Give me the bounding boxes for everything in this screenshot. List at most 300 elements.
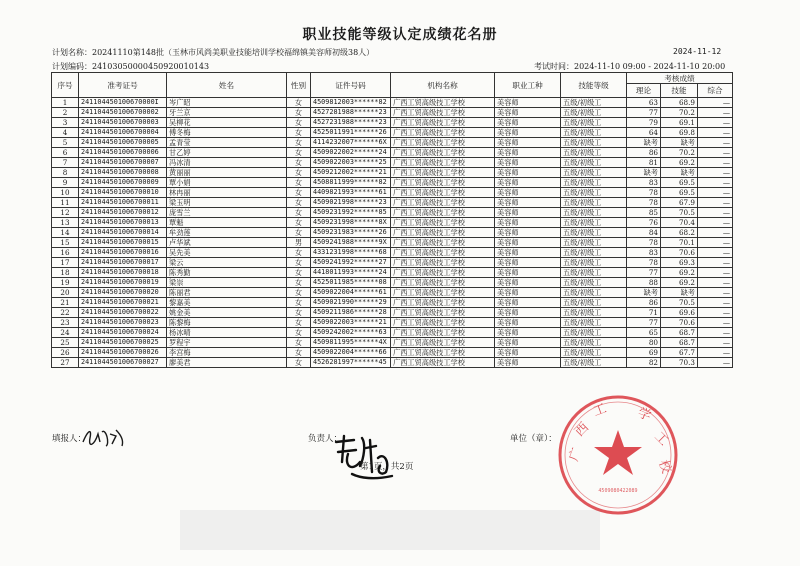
- cell-theory: 84: [627, 228, 661, 238]
- header-skill: 技能: [661, 84, 698, 98]
- table-row: [52, 358, 733, 368]
- cell-level: 五级/初级工: [561, 338, 627, 348]
- cell-job: 美容师: [495, 148, 561, 158]
- score-table: [51, 72, 733, 368]
- cell-skill: 70.2: [661, 148, 698, 158]
- header-gender: 性别: [287, 73, 311, 98]
- exam-time-line: [534, 61, 725, 72]
- cell-job: 美容师: [495, 158, 561, 168]
- cell-level: 五级/初级工: [561, 238, 627, 248]
- cell-ticket: 2411044501006700003: [79, 118, 167, 128]
- table-row: [52, 108, 733, 118]
- cell-org: 广西工贸高级技工学校: [391, 228, 495, 238]
- cell-id: 4509021990******29: [311, 298, 391, 308]
- cell-ticket: 2411044501006700012: [79, 208, 167, 218]
- cell-skill: 68.9: [661, 98, 698, 108]
- cell-seq: 7: [52, 158, 79, 168]
- cell-name: 陈丽君: [167, 288, 287, 298]
- official-seal-stamp: [555, 392, 681, 518]
- cell-name: 罗程宇: [167, 338, 287, 348]
- cell-job: 美容师: [495, 328, 561, 338]
- table-row: [52, 158, 733, 168]
- cell-gender: 女: [287, 328, 311, 338]
- header-level: 技能等级: [561, 73, 627, 98]
- table-row: [52, 228, 733, 238]
- svg-text:广: 广: [566, 446, 586, 464]
- cell-level: 五级/初级工: [561, 328, 627, 338]
- leader-label: 负责人：: [308, 434, 343, 444]
- cell-theory: 78: [627, 238, 661, 248]
- cell-theory: 86: [627, 298, 661, 308]
- cell-job: 美容师: [495, 188, 561, 198]
- cell-ticket: 2411044501006700013: [79, 218, 167, 228]
- cell-seq: 5: [52, 138, 79, 148]
- cell-name: 廖美君: [167, 358, 287, 368]
- cell-org: 广西工贸高级技工学校: [391, 138, 495, 148]
- cell-id: 4509231992******85: [311, 208, 391, 218]
- table-row: [52, 338, 733, 348]
- cell-name: 陈黎梅: [167, 318, 287, 328]
- cell-level: 五级/初级工: [561, 358, 627, 368]
- cell-level: 五级/初级工: [561, 218, 627, 228]
- header-name: 姓名: [167, 73, 287, 98]
- exam-time-value: 2024-11-10 09:00 - 2024-11-10 20:00: [574, 62, 726, 71]
- page-title: 职业技能等级认定成绩花名册: [302, 27, 498, 43]
- cell-overall: —: [698, 218, 733, 228]
- table-row: [52, 288, 733, 298]
- cell-level: 五级/初级工: [561, 108, 627, 118]
- cell-skill: 67.9: [661, 198, 698, 208]
- cell-ticket: 2411044501006700021: [79, 298, 167, 308]
- cell-overall: —: [698, 268, 733, 278]
- cell-theory: 78: [627, 198, 661, 208]
- cell-gender: 男: [287, 238, 311, 248]
- cell-org: 广西工贸高级技工学校: [391, 168, 495, 178]
- plan-name-label: 计划名称：: [52, 48, 92, 57]
- cell-id: 4509211986******28: [311, 308, 391, 318]
- cell-org: 广西工贸高级技工学校: [391, 158, 495, 168]
- cell-id: 4509212002******21: [311, 168, 391, 178]
- cell-skill: 69.5: [661, 178, 698, 188]
- cell-skill: 69.1: [661, 118, 698, 128]
- table-row: [52, 298, 733, 308]
- cell-skill: 70.6: [661, 248, 698, 258]
- header-scores: 考核成绩: [627, 73, 733, 84]
- cell-theory: 77: [627, 268, 661, 278]
- cell-skill: 69.2: [661, 278, 698, 288]
- cell-overall: —: [698, 108, 733, 118]
- cell-skill: 70.5: [661, 208, 698, 218]
- cell-org: 广西工贸高级技工学校: [391, 128, 495, 138]
- cell-job: 美容师: [495, 208, 561, 218]
- svg-text:学: 学: [635, 405, 653, 425]
- cell-name: 甘乙婷: [167, 148, 287, 158]
- cell-skill: 70.5: [661, 298, 698, 308]
- table-row: [52, 318, 733, 328]
- cell-ticket: 2411044501006700007: [79, 158, 167, 168]
- table-row: [52, 208, 733, 218]
- cell-seq: 27: [52, 358, 79, 368]
- cell-level: 五级/初级工: [561, 348, 627, 358]
- cell-job: 美容师: [495, 238, 561, 248]
- cell-gender: 女: [287, 268, 311, 278]
- cell-level: 五级/初级工: [561, 148, 627, 158]
- cell-gender: 女: [287, 358, 311, 368]
- cell-id: 4114232007******6X: [311, 138, 391, 148]
- header-org: 机构名称: [391, 73, 495, 98]
- cell-theory: 缺考: [627, 168, 661, 178]
- cell-theory: 88: [627, 278, 661, 288]
- cell-seq: 2: [52, 108, 79, 118]
- svg-text:4509080422089: 4509080422089: [598, 488, 638, 494]
- cell-seq: 26: [52, 348, 79, 358]
- cell-theory: 83: [627, 178, 661, 188]
- cell-name: 庞雪兰: [167, 208, 287, 218]
- cell-id: 4509022002******24: [311, 148, 391, 158]
- cell-id: 4509231983******26: [311, 228, 391, 238]
- cell-gender: 女: [287, 288, 311, 298]
- cell-org: 广西工贸高级技工学校: [391, 108, 495, 118]
- cell-job: 美容师: [495, 318, 561, 328]
- cell-gender: 女: [287, 158, 311, 168]
- cell-overall: —: [698, 198, 733, 208]
- cell-name: 黎嘉美: [167, 298, 287, 308]
- cell-gender: 女: [287, 148, 311, 158]
- cell-skill: 69.2: [661, 268, 698, 278]
- cell-org: 广西工贸高级技工学校: [391, 328, 495, 338]
- cell-gender: 女: [287, 338, 311, 348]
- filler-signature: [80, 424, 126, 450]
- cell-id: 4509022003******21: [311, 318, 391, 328]
- cell-job: 美容师: [495, 268, 561, 278]
- cell-job: 美容师: [495, 168, 561, 178]
- cell-ticket: 2411044501006700023: [79, 318, 167, 328]
- svg-text:校: 校: [655, 458, 674, 476]
- cell-level: 五级/初级工: [561, 138, 627, 148]
- cell-id: 4509231998******8X: [311, 218, 391, 228]
- cell-seq: 14: [52, 228, 79, 238]
- cell-ticket: 2411044501006700019: [79, 278, 167, 288]
- cell-job: 美容师: [495, 248, 561, 258]
- cell-name: 覃魁: [167, 218, 287, 228]
- cell-job: 美容师: [495, 178, 561, 188]
- cell-skill: 68.7: [661, 328, 698, 338]
- cell-seq: 1: [52, 98, 79, 108]
- table-row: [52, 188, 733, 198]
- cell-skill: 69.5: [661, 188, 698, 198]
- cell-theory: 86: [627, 148, 661, 158]
- cell-skill: 缺考: [661, 288, 698, 298]
- cell-gender: 女: [287, 198, 311, 208]
- cell-org: 广西工贸高级技工学校: [391, 278, 495, 288]
- cell-org: 广西工贸高级技工学校: [391, 218, 495, 228]
- cell-job: 美容师: [495, 138, 561, 148]
- plan-no-value: 24103050000450920010143: [92, 62, 210, 71]
- cell-ticket: 2411044501006700009: [79, 178, 167, 188]
- cell-gender: 女: [287, 108, 311, 118]
- cell-name: 孟青莹: [167, 138, 287, 148]
- cell-ticket: 2411044501006700027: [79, 358, 167, 368]
- cell-org: 广西工贸高级技工学校: [391, 178, 495, 188]
- cell-job: 美容师: [495, 118, 561, 128]
- table-row: [52, 348, 733, 358]
- unit-label: 单位（章）：: [510, 434, 557, 444]
- cell-seq: 19: [52, 278, 79, 288]
- cell-theory: 78: [627, 188, 661, 198]
- cell-gender: 女: [287, 348, 311, 358]
- plan-no-label: 计划编码：: [52, 62, 92, 71]
- cell-overall: —: [698, 238, 733, 248]
- cell-job: 美容师: [495, 98, 561, 108]
- cell-ticket: 2411044501006700002: [79, 108, 167, 118]
- cell-job: 美容师: [495, 288, 561, 298]
- cell-gender: 女: [287, 178, 311, 188]
- cell-id: 4527281988******23: [311, 108, 391, 118]
- cell-seq: 21: [52, 298, 79, 308]
- table-row: [52, 138, 733, 148]
- cell-theory: 65: [627, 328, 661, 338]
- cell-overall: —: [698, 228, 733, 238]
- cell-name: 覃小娟: [167, 178, 287, 188]
- cell-ticket: 2411044501006700015: [79, 238, 167, 248]
- cell-ticket: 2411044501006700026: [79, 348, 167, 358]
- cell-skill: 67.7: [661, 348, 698, 358]
- cell-skill: 68.7: [661, 338, 698, 348]
- cell-org: 广西工贸高级技工学校: [391, 98, 495, 108]
- cell-overall: —: [698, 138, 733, 148]
- plan-no-line: [52, 61, 209, 72]
- cell-job: 美容师: [495, 218, 561, 228]
- cell-overall: —: [698, 328, 733, 338]
- page-number: 第1页，共2页: [360, 462, 414, 472]
- cell-skill: 69.3: [661, 258, 698, 268]
- cell-ticket: 2411044501006700022: [79, 308, 167, 318]
- plan-name-value: 20241110第148批（玉林市风尚美职业技能培训学校福绵镇美容师初级38人）: [92, 48, 375, 57]
- table-row: [52, 238, 733, 248]
- cell-level: 五级/初级工: [561, 268, 627, 278]
- cell-level: 五级/初级工: [561, 318, 627, 328]
- cell-overall: —: [698, 98, 733, 108]
- cell-level: 五级/初级工: [561, 228, 627, 238]
- cell-overall: —: [698, 128, 733, 138]
- header-id: 证件号码: [311, 73, 391, 98]
- cell-name: 梁玉明: [167, 198, 287, 208]
- cell-level: 五级/初级工: [561, 118, 627, 128]
- cell-job: 美容师: [495, 358, 561, 368]
- cell-ticket: 2411044501006700014: [79, 228, 167, 238]
- cell-seq: 12: [52, 208, 79, 218]
- cell-ticket: 2411044501006700008: [79, 168, 167, 178]
- cell-theory: 缺考: [627, 138, 661, 148]
- cell-level: 五级/初级工: [561, 128, 627, 138]
- cell-theory: 79: [627, 118, 661, 128]
- cell-overall: —: [698, 178, 733, 188]
- background-bleed-through: [180, 510, 600, 550]
- cell-skill: 70.1: [661, 238, 698, 248]
- cell-level: 五级/初级工: [561, 308, 627, 318]
- cell-theory: 69: [627, 348, 661, 358]
- cell-skill: 68.2: [661, 228, 698, 238]
- cell-name: 冯冰清: [167, 158, 287, 168]
- cell-ticket: 2411044501006700004: [79, 128, 167, 138]
- cell-overall: —: [698, 118, 733, 128]
- cell-theory: 82: [627, 358, 661, 368]
- cell-gender: 女: [287, 308, 311, 318]
- cell-name: 梁崇: [167, 278, 287, 288]
- table-row: [52, 98, 733, 108]
- cell-seq: 16: [52, 248, 79, 258]
- table-row: [52, 308, 733, 318]
- table-row: [52, 128, 733, 138]
- cell-name: 吴柳花: [167, 118, 287, 128]
- cell-id: 4527231988******23: [311, 118, 391, 128]
- cell-id: 4418011993******24: [311, 268, 391, 278]
- cell-theory: 71: [627, 308, 661, 318]
- table-row: [52, 218, 733, 228]
- cell-ticket: 2411044501006700020: [79, 288, 167, 298]
- cell-gender: 女: [287, 138, 311, 148]
- cell-id: 4509021998******23: [311, 198, 391, 208]
- cell-theory: 85: [627, 208, 661, 218]
- cell-overall: —: [698, 358, 733, 368]
- cell-gender: 女: [287, 188, 311, 198]
- cell-name: 卢华斌: [167, 238, 287, 248]
- table-row: [52, 268, 733, 278]
- cell-id: 4525011985******08: [311, 278, 391, 288]
- cell-overall: —: [698, 278, 733, 288]
- cell-org: 广西工贸高级技工学校: [391, 348, 495, 358]
- cell-name: 牟劲莲: [167, 228, 287, 238]
- cell-org: 广西工贸高级技工学校: [391, 308, 495, 318]
- header-seq: 序号: [52, 73, 79, 98]
- filler-label: 填报人：: [52, 434, 87, 444]
- cell-org: 广西工贸高级技工学校: [391, 298, 495, 308]
- cell-seq: 25: [52, 338, 79, 348]
- cell-skill: 70.4: [661, 218, 698, 228]
- cell-gender: 女: [287, 208, 311, 218]
- cell-ticket: 2411044501006700025: [79, 338, 167, 348]
- cell-overall: —: [698, 298, 733, 308]
- cell-seq: 20: [52, 288, 79, 298]
- cell-id: 4331231998******68: [311, 248, 391, 258]
- table-row: [52, 148, 733, 158]
- table-row: [52, 278, 733, 288]
- cell-job: 美容师: [495, 298, 561, 308]
- cell-overall: —: [698, 188, 733, 198]
- table-row: [52, 328, 733, 338]
- cell-seq: 18: [52, 268, 79, 278]
- cell-job: 美容师: [495, 108, 561, 118]
- cell-gender: 女: [287, 278, 311, 288]
- cell-theory: 81: [627, 158, 661, 168]
- cell-gender: 女: [287, 248, 311, 258]
- cell-id: 4509022004******66: [311, 348, 391, 358]
- cell-org: 广西工贸高级技工学校: [391, 318, 495, 328]
- cell-seq: 6: [52, 148, 79, 158]
- cell-job: 美容师: [495, 128, 561, 138]
- cell-org: 广西工贸高级技工学校: [391, 188, 495, 198]
- cell-level: 五级/初级工: [561, 168, 627, 178]
- cell-org: 广西工贸高级技工学校: [391, 208, 495, 218]
- cell-theory: 76: [627, 218, 661, 228]
- cell-org: 广西工贸高级技工学校: [391, 258, 495, 268]
- table-row: [52, 118, 733, 128]
- header-theory: 理论: [627, 84, 661, 98]
- cell-theory: 77: [627, 318, 661, 328]
- table-row: [52, 168, 733, 178]
- cell-skill: 69.2: [661, 158, 698, 168]
- cell-level: 五级/初级工: [561, 288, 627, 298]
- cell-name: 林冉丽: [167, 188, 287, 198]
- cell-level: 五级/初级工: [561, 248, 627, 258]
- cell-skill: 70.6: [661, 318, 698, 328]
- cell-ticket: 241104450100670000I: [79, 98, 167, 108]
- cell-org: 广西工贸高级技工学校: [391, 288, 495, 298]
- cell-seq: 13: [52, 218, 79, 228]
- plan-name-line: [52, 47, 374, 58]
- svg-text:工: 工: [591, 401, 609, 420]
- cell-overall: —: [698, 208, 733, 218]
- leader-signature: [330, 432, 400, 482]
- cell-overall: —: [698, 338, 733, 348]
- table-row: [52, 258, 733, 268]
- cell-skill: 缺考: [661, 168, 698, 178]
- cell-id: 4525011991******26: [311, 128, 391, 138]
- cell-name: 傅冬梅: [167, 128, 287, 138]
- cell-id: 4509812003******82: [311, 98, 391, 108]
- cell-job: 美容师: [495, 338, 561, 348]
- cell-overall: —: [698, 348, 733, 358]
- svg-text:工: 工: [651, 429, 671, 450]
- cell-seq: 24: [52, 328, 79, 338]
- cell-theory: 80: [627, 338, 661, 348]
- cell-seq: 17: [52, 258, 79, 268]
- cell-skill: 70.3: [661, 358, 698, 368]
- cell-theory: 77: [627, 108, 661, 118]
- cell-level: 五级/初级工: [561, 278, 627, 288]
- cell-seq: 8: [52, 168, 79, 178]
- cell-skill: 70.2: [661, 108, 698, 118]
- cell-theory: 78: [627, 258, 661, 268]
- cell-level: 五级/初级工: [561, 188, 627, 198]
- cell-org: 广西工贸高级技工学校: [391, 198, 495, 208]
- table-row: [52, 248, 733, 258]
- cell-level: 五级/初级工: [561, 198, 627, 208]
- cell-overall: —: [698, 248, 733, 258]
- cell-id: 4508811999******82: [311, 178, 391, 188]
- cell-ticket: 2411044501006700016: [79, 248, 167, 258]
- exam-time-label: 考试时间：: [534, 62, 574, 71]
- cell-name: 梁云: [167, 258, 287, 268]
- cell-gender: 女: [287, 298, 311, 308]
- cell-name: 岑广昭: [167, 98, 287, 108]
- cell-seq: 11: [52, 198, 79, 208]
- cell-level: 五级/初级工: [561, 178, 627, 188]
- header-ticket: 准考证号: [79, 73, 167, 98]
- cell-job: 美容师: [495, 198, 561, 208]
- cell-gender: 女: [287, 258, 311, 268]
- cell-theory: 83: [627, 248, 661, 258]
- cell-name: 姚金美: [167, 308, 287, 318]
- cell-overall: —: [698, 318, 733, 328]
- cell-id: 4509022004******61: [311, 288, 391, 298]
- cell-id: 4526281997******45: [311, 358, 391, 368]
- cell-org: 广西工贸高级技工学校: [391, 118, 495, 128]
- cell-job: 美容师: [495, 228, 561, 238]
- cell-skill: 69.8: [661, 128, 698, 138]
- cell-seq: 9: [52, 178, 79, 188]
- table-body: [52, 98, 733, 368]
